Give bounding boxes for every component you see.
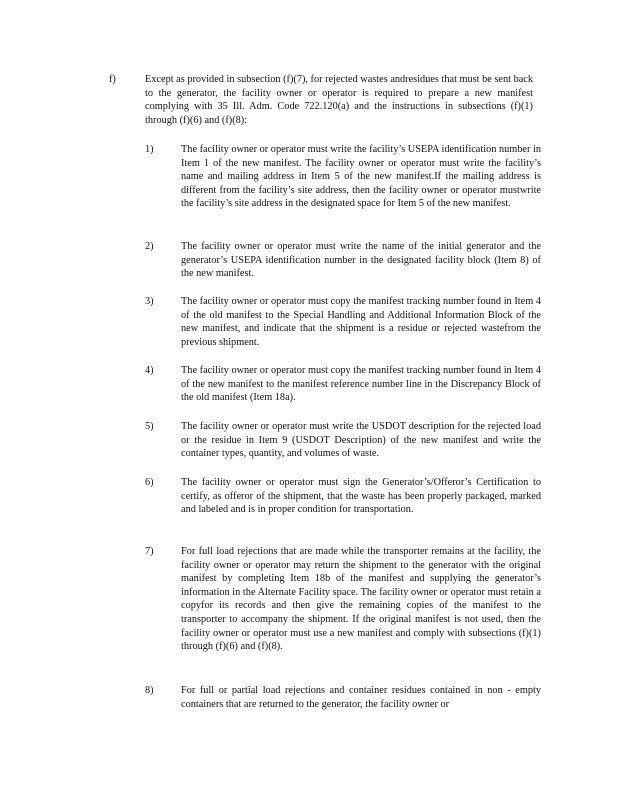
- list-item-number: 6): [145, 477, 154, 488]
- list-item-text: The facility owner or operator must write the name of the initial generator and the generator’s USEPA identification number in the designated facility block (Item 8) of the new manifest.: [181, 241, 541, 280]
- list-item-text: The facility owner or operator must write the facility’s USEPA identification number in Item 1 of the new manifest. The facility owner or operator must write the facility’s name and mailing address in Item 5 of the new manifest.If the mailing address is different from the facility’s site address, then the facility owner or operator mustwrite the facility’s site address in the designated space for Item 5 of the new manifest.: [181, 144, 541, 210]
- list-item-number: 3): [145, 296, 154, 307]
- list-item-number: 7): [145, 546, 154, 557]
- list-item-text: The facility owner or operator must copy the manifest tracking number found in Item 4 of the new manifest to the manifest reference number line in the Discrepancy Block of the old manifest (Item 18a).: [181, 365, 541, 404]
- subsection-intro-paragraph: Except as provided in subsection (f)(7), for rejected wastes andresidues that must be sent back to the generator, the facility owner or operator is required to prepare a new manifest complying with 35 Ill. Adm. Code 722.120(a) and the instructions in subsections (f)(1) through (f)(6) and (f)(8):: [145, 74, 534, 126]
- list-item-text: The facility owner or operator must copy the manifest tracking number found in Item 4 of the old manifest to the Special Handling and Additional Information Block of the new manifest, and indicate that the shipment is a residue or rejected wastefrom the previous shipment.: [181, 296, 541, 348]
- list-item-number: 1): [145, 144, 154, 155]
- list-item-text: For full or partial load rejections and container residues contained in non - empty containers that are returned to the generator, the facility owner or: [181, 685, 541, 710]
- list-item-text: For full load rejections that are made while the transporter remains at the facility, the facility owner or operator may return the shipment to the generator with the original manifest by completing Item 18b of the manifest and supplying the generator’s information in the Alternate Facility space. The facility owner or operator must retain a copyfor its records and then give the remaining copies of the manifest to the transporter to accompany the shipment. If the original manifest is not used, then the facility owner or operator must use a new manifest and comply with subsections (f)(1) through (f)(6) and (f)(8).: [181, 546, 541, 653]
- list-item-number: 8): [145, 685, 154, 696]
- list-item-number: 5): [145, 421, 154, 432]
- list-item-number: 4): [145, 365, 154, 376]
- list-item-text: The facility owner or operator must write the USDOT description for the rejected load or the residue in Item 9 (USDOT Description) of the new manifest and write the container types, quantity, and volumes of waste.: [181, 421, 541, 460]
- subsection-label: f): [109, 74, 116, 85]
- list-item-text: The facility owner or operator must sign the Generator’s/Offeror’s Certification to certify, as offeror of the shipment, that the waste has been properly packaged, marked and labeled and is in proper condition for transportation.: [181, 477, 541, 516]
- list-item-number: 2): [145, 241, 154, 252]
